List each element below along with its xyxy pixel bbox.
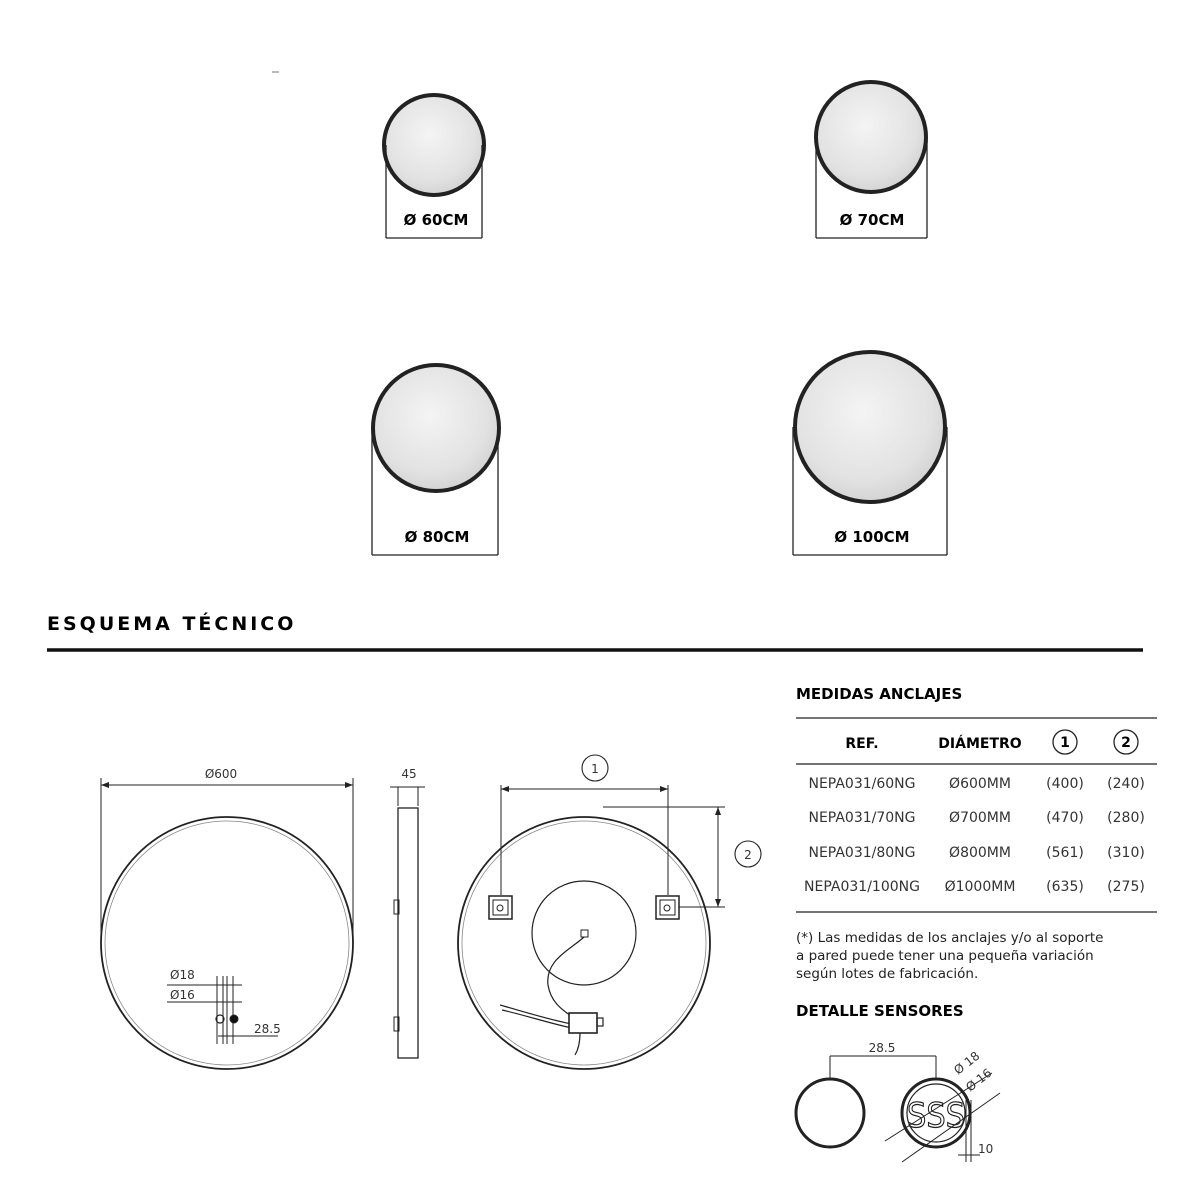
row-value-1: (470) — [1046, 810, 1084, 826]
row-value-1: (400) — [1046, 776, 1084, 792]
row-ref: NEPA031/60NG — [808, 776, 916, 792]
row-value-2: (275) — [1107, 879, 1145, 895]
back-marker-2: 2 — [744, 848, 752, 862]
side-depth-label: 45 — [401, 767, 417, 781]
front-sensor-spacing: 28.5 — [254, 1022, 281, 1036]
front-sensor-d16: Ø16 — [170, 988, 195, 1002]
size-label-100: Ø 100CM — [834, 528, 910, 546]
sensors-title: DETALLE SENSORES — [796, 1002, 964, 1020]
side-view — [390, 787, 425, 1058]
table-row — [808, 810, 1144, 826]
row-ref: NEPA031/80NG — [808, 845, 916, 861]
table-row — [808, 845, 1144, 861]
row-ref: NEPA031/70NG — [808, 810, 916, 826]
front-diameter-label: Ø600 — [204, 767, 238, 781]
table-row — [804, 879, 1145, 895]
sensor-d16-label: Ø 16 — [963, 1065, 995, 1095]
sensor-detail — [796, 1056, 1000, 1162]
size-label-80: Ø 80CM — [404, 528, 470, 546]
front-view — [101, 778, 353, 1069]
row-value-1: (635) — [1046, 879, 1084, 895]
mirror-70cm — [816, 82, 927, 238]
row-value-2: (280) — [1107, 810, 1145, 826]
section-title: ESQUEMA TÉCNICO — [47, 613, 297, 635]
front-sensor-d18: Ø18 — [170, 968, 195, 982]
anchors-title: MEDIDAS ANCLAJES — [796, 685, 963, 703]
back-view — [458, 755, 761, 1069]
row-value-1: (561) — [1046, 845, 1084, 861]
sensor-depth-label: 10 — [978, 1142, 994, 1156]
anchors-note-line-3: según lotes de fabricación. — [796, 966, 979, 982]
row-diameter: Ø600MM — [949, 776, 1011, 792]
size-label-70: Ø 70CM — [839, 211, 905, 229]
sensor-d18-label: Ø 18 — [951, 1048, 983, 1078]
mirror-100cm — [793, 352, 947, 555]
sensor-spacing-label: 28.5 — [868, 1041, 896, 1055]
table-row — [808, 776, 1144, 792]
size-label-60: Ø 60CM — [403, 211, 469, 229]
row-diameter: Ø800MM — [949, 845, 1011, 861]
row-diameter: Ø700MM — [949, 810, 1011, 826]
table-header-col2: 2 — [1121, 735, 1131, 751]
anchors-note-line-2: a pared puede tener una pequeña variación — [796, 948, 1094, 964]
row-value-2: (240) — [1107, 776, 1145, 792]
mirror-80cm — [372, 365, 499, 555]
row-diameter: Ø1000MM — [944, 879, 1016, 895]
mirror-60cm — [384, 95, 484, 238]
row-value-2: (310) — [1107, 845, 1145, 861]
sensor-mark: SSS — [907, 1096, 965, 1136]
table-header-col1: 1 — [1060, 735, 1070, 751]
back-marker-1: 1 — [591, 762, 599, 776]
table-header-ref: REF. — [845, 736, 879, 752]
row-ref: NEPA031/100NG — [804, 879, 920, 895]
table-header-diameter: DIÁMETRO — [938, 736, 1022, 752]
anchors-note-line-1: (*) Las medidas de los anclajes y/o al soporte — [796, 930, 1104, 946]
